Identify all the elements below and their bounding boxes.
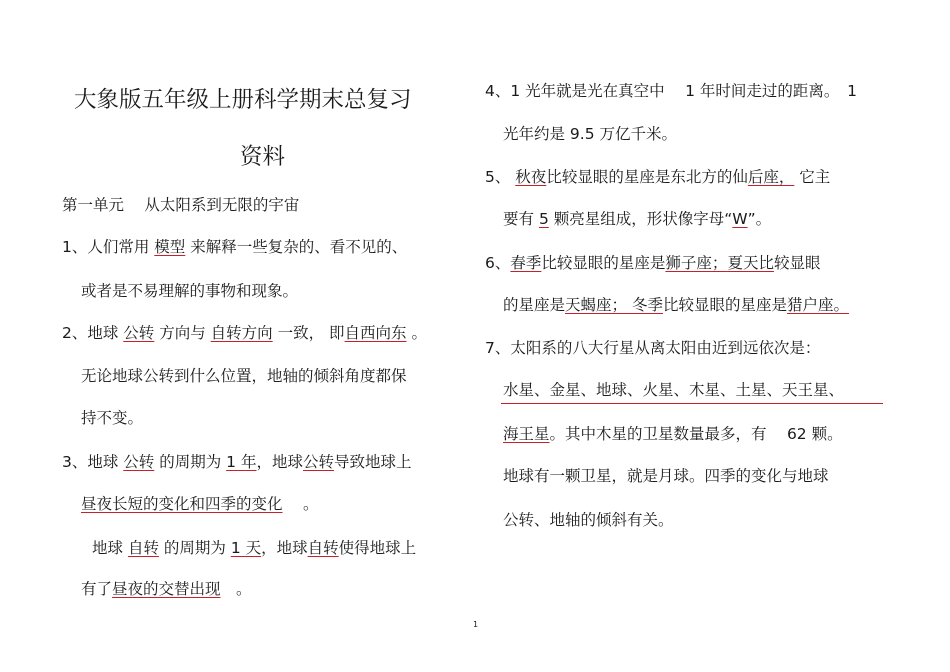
text: 较显眼: [773, 254, 821, 272]
text: 比较显眼的星座是: [662, 296, 787, 314]
text: 它主: [794, 168, 831, 186]
unit-heading: 第一单元 从太阳系到无限的宇宙: [62, 196, 300, 214]
q6-line-2: [503, 295, 849, 315]
text: 比较显眼的星座是东北方的仙: [546, 168, 748, 186]
q7-line-5: 公转、地轴的倾斜有关。: [503, 511, 674, 529]
text: 。: [406, 324, 427, 342]
answer: 夏天比: [727, 254, 774, 272]
answer: 昼夜长短的变化: [81, 495, 190, 513]
answer: 5: [538, 210, 549, 228]
text: 的周期为: [154, 453, 227, 471]
title-line-2: 资料: [240, 144, 286, 170]
q6-line-1: [485, 253, 820, 273]
text: 的星座是: [503, 296, 566, 314]
text: 的周期为: [158, 539, 231, 557]
q5-line-1: [485, 167, 830, 187]
q2-line-3: 持不变。: [81, 409, 144, 427]
answer: 狮子座: [665, 254, 712, 272]
answer: 自转方向: [210, 324, 273, 342]
q1-line-1: [62, 237, 407, 257]
text: 有了: [81, 580, 113, 598]
text: 。: [282, 495, 319, 513]
text: 1、人们常用: [62, 238, 155, 256]
answer: ；: [611, 296, 632, 314]
answer: W: [732, 210, 748, 228]
q7-line-3: [503, 424, 843, 444]
text: 。: [220, 580, 252, 598]
answer: 。: [833, 296, 850, 314]
answer: 猎户座: [787, 296, 834, 314]
text: 要有: [503, 210, 539, 228]
answer: 昼夜的交替出现: [112, 580, 221, 598]
text: 导致地球上: [334, 453, 412, 471]
text: 5、: [485, 168, 516, 186]
text: ，地球: [261, 539, 308, 557]
text: ”。: [747, 210, 772, 228]
text: 3、地球: [62, 453, 124, 471]
text: 2、地球: [62, 324, 124, 342]
text: 使得地球上: [338, 539, 417, 557]
answer: 和: [189, 495, 206, 513]
answer: 1 年: [226, 453, 257, 471]
answer: 公转: [302, 453, 334, 471]
answer: 自转: [307, 539, 339, 557]
q3-line-2: [81, 494, 318, 514]
answer: ；: [711, 254, 728, 272]
answer: 秋夜: [515, 168, 547, 186]
text: 一致， 即: [272, 324, 345, 342]
answer: 四季的变化: [205, 495, 283, 513]
answer: 自转: [127, 539, 159, 557]
q7-answer-underline: [501, 403, 883, 404]
q3b-line-2: [81, 579, 252, 599]
answer: 公转: [123, 324, 155, 342]
text: 颗亮星组成，形状像字母“: [548, 210, 733, 228]
answer: 春季: [510, 254, 542, 272]
q2-line-1: [62, 323, 427, 343]
answer: 后座，: [747, 168, 795, 186]
text: 比较显眼的星座是: [541, 254, 666, 272]
text: 方向与: [154, 324, 211, 342]
text: 。其中木星的卫星数量最多，有 62 颗。: [549, 425, 843, 443]
q7-line-1: 7、太阳系的八大行星从离太阳由近到远依次是：: [485, 339, 821, 357]
answer: 1 天: [230, 539, 262, 557]
answer: 海王星: [503, 425, 550, 443]
text: 6、: [485, 254, 511, 272]
q4-line-2: 光年约是 9.5 万亿千米。: [503, 125, 678, 143]
q7-line-4: 地球有一颗卫星，就是月球。四季的变化与地球: [503, 467, 829, 485]
answer: 自西向东: [344, 324, 407, 342]
text: ，地球: [256, 453, 303, 471]
page-number: 1: [473, 620, 479, 629]
answer: 天蝎座: [565, 296, 612, 314]
answer: 冬季: [631, 296, 663, 314]
answer: 公转: [123, 453, 155, 471]
q4-line-1: 4、1 光年就是光在真空中 1 年时间走过的距离。 1: [485, 82, 857, 100]
q1-line-2: 或者是不易理解的事物和现象。: [81, 282, 299, 300]
title-line-1: 大象版五年级上册科学期末总复习: [74, 87, 412, 113]
q3b-line-1: [92, 538, 416, 558]
text: 来解释一些复杂的、看不见的、: [185, 238, 408, 256]
answer: 模型: [154, 238, 186, 256]
q2-line-2: 无论地球公转到什么位置，地轴的倾斜角度都保: [81, 367, 407, 385]
q7-line-2: 水星、金星、地球、火星、木星、土星、天王星、: [503, 381, 845, 399]
q3-line-1: [62, 452, 412, 472]
text: 地球: [92, 539, 128, 557]
q5-line-2: [503, 209, 771, 229]
